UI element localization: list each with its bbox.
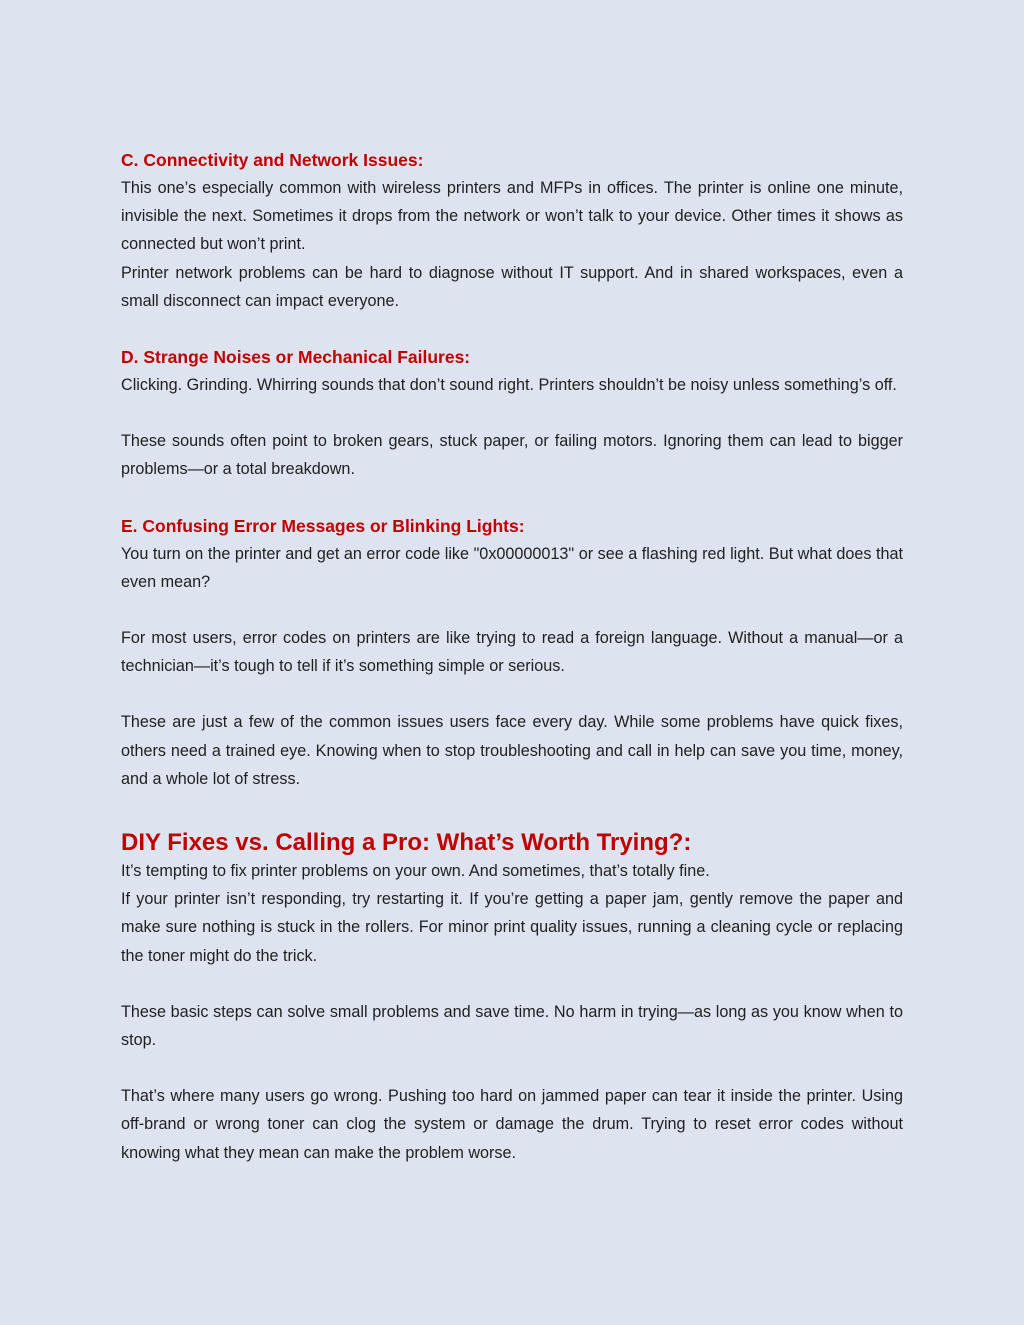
section-heading-connectivity: C. Connectivity and Network Issues: — [121, 150, 424, 170]
spacer — [121, 484, 903, 512]
spacer — [121, 1054, 903, 1082]
spacer — [121, 399, 903, 427]
section-heading-noises: D. Strange Noises or Mechanical Failures: — [121, 347, 471, 368]
paragraph: These are just a few of the common issues users face every day. While some problems have quick fixes, others need a trained eye. Knowing when to stop troubleshooting and call in help can save you time, money, and a whole lot of stress. — [121, 713, 903, 788]
paragraph: If your printer isn’t responding, try restarting it. If you’re getting a paper jam, gently remove the paper and make sure nothing is stuck in the rollers. For minor print quality issues, running a cleaning cycle or replacing the toner might do the trick. — [121, 890, 903, 965]
paragraph: These sounds often point to broken gears, stuck paper, or failing motors. Ignoring them can lead to bigger problems—or a total breakdown. — [121, 432, 903, 479]
paragraph: That’s where many users go wrong. Pushing too hard on jammed paper can tear it inside the printer. Using off-brand or wrong toner can clog the system or damage the drum. Trying to reset error codes without knowing what they mean can make the problem worse. — [121, 1087, 903, 1162]
paragraph: Printer network problems can be hard to diagnose without IT support. And in shared workspaces, even a small disconnect can impact everyone. — [121, 263, 903, 310]
paragraph: It’s tempting to fix printer problems on your own. And sometimes, that’s totally fine. — [121, 862, 710, 881]
spacer — [121, 970, 903, 998]
section-heading-error-messages: E. Confusing Error Messages or Blinking Lights: — [121, 515, 525, 536]
spacer — [121, 680, 903, 708]
paragraph: For most users, error codes on printers are like trying to read a foreign language. Without a manual—or a technician—it’s tough to tell if it’s something simple or serious. — [121, 629, 903, 676]
major-heading-diy: DIY Fixes vs. Calling a Pro: What’s Worth Trying?: — [121, 829, 692, 857]
spacer — [121, 315, 903, 343]
spacer — [121, 596, 903, 624]
paragraph: This one’s especially common with wireless printers and MFPs in offices. The printer is online one minute, invisible the next. Sometimes it drops from the network or won’t talk to your device. Other times it shows as connected but won’t print. — [121, 179, 903, 254]
paragraph: These basic steps can solve small problems and save time. No harm in trying—as long as you know when to stop. — [121, 1002, 903, 1050]
spacer — [121, 793, 903, 827]
paragraph: You turn on the printer and get an error code like "0x00000013" or see a flashing red light. But what does that even mean? — [121, 544, 903, 591]
paragraph: Clicking. Grinding. Whirring sounds that don’t sound right. Printers shouldn’t be noisy unless something’s off. — [121, 376, 897, 395]
